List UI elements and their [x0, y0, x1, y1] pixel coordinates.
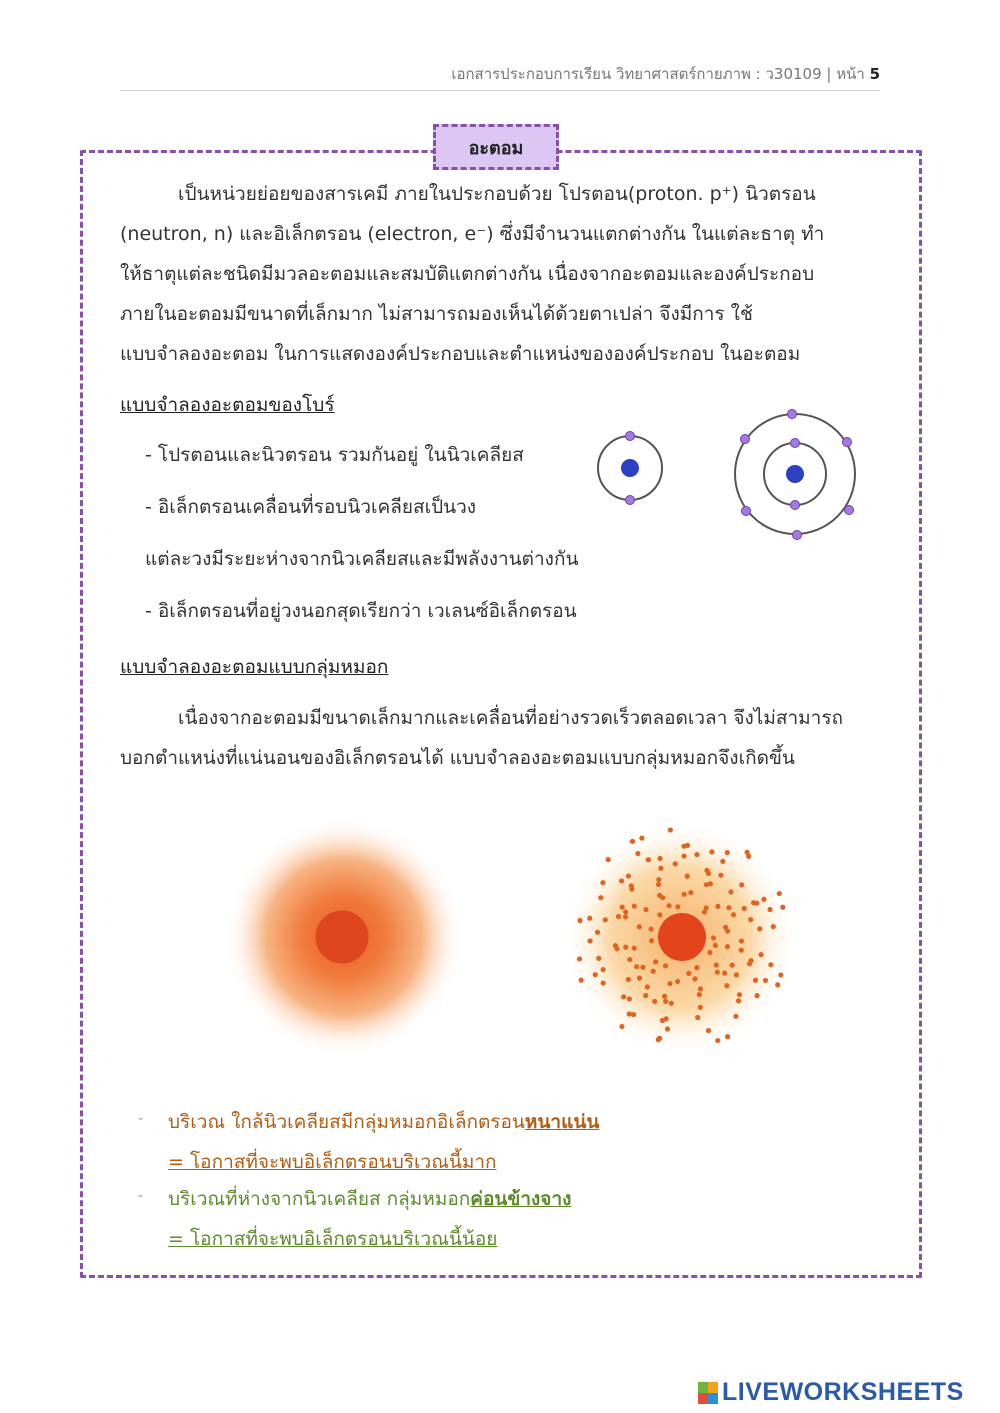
electron-dot	[739, 882, 744, 887]
note-dash: -	[138, 1111, 144, 1127]
intro-line: ภายในอะตอมมีขนาดที่เล็กมาก ไม่สามารถมองเห็นได้ด้วยตาเปล่า จึงมีการ ใช้	[120, 303, 753, 325]
electron-cloud-gradient	[222, 815, 467, 1060]
electron-dot	[725, 944, 730, 949]
electron-dot	[725, 1034, 730, 1039]
electron-dot	[682, 892, 687, 897]
electron-dot	[731, 912, 736, 917]
note-sparse-result: = โอกาสที่จะพบอิเล็กตรอนบริเวณนี้น้อย	[168, 1228, 498, 1250]
note-sparse	[138, 1184, 572, 1214]
electron-dot	[660, 1018, 665, 1023]
electron-dot	[637, 976, 642, 981]
electron-dot	[697, 992, 702, 997]
electron-dot	[737, 992, 742, 997]
electron-dot	[754, 901, 759, 906]
electron-dot	[587, 938, 592, 943]
electron-dot	[706, 1028, 711, 1033]
electron-dot	[651, 969, 656, 974]
electron-dot	[688, 890, 693, 895]
electron-dot	[663, 963, 668, 968]
electron-dot	[665, 1026, 670, 1031]
electron-dot	[577, 918, 582, 923]
electron-dot	[627, 996, 632, 1001]
electron-dot	[694, 965, 699, 970]
electron-dot	[657, 1036, 662, 1041]
electron-dot	[754, 993, 759, 998]
electron-dot	[698, 1005, 703, 1010]
electron-dot	[747, 961, 752, 966]
electron-dot	[780, 905, 785, 910]
electron-dot	[620, 905, 625, 910]
electron-dot	[734, 972, 739, 977]
electron-dot	[739, 948, 744, 953]
electron-dot	[667, 981, 672, 986]
electron-dot	[666, 903, 671, 908]
electron-dot	[722, 971, 727, 976]
electron-dot	[686, 971, 691, 976]
electron-dot	[730, 963, 735, 968]
electron-dot	[660, 895, 665, 900]
electron-dot	[675, 979, 680, 984]
electron-dot	[725, 850, 730, 855]
intro-line: เป็นหน่วยย่อยของสารเคมี ภายในประกอบด้วย โปรตอน(proton. p⁺) นิวตรอน	[178, 183, 816, 205]
electron-dot	[596, 956, 601, 961]
note-dense-emphasis: หนาแน่น	[524, 1111, 600, 1133]
electron-dot	[646, 857, 651, 862]
electron-dot	[623, 909, 628, 914]
electron-dot	[692, 976, 697, 981]
logo-text: LIVEWORKSHEETS	[722, 1378, 964, 1406]
electron-dot	[767, 907, 772, 912]
electron-dot	[668, 827, 673, 832]
electron-dot	[748, 917, 753, 922]
electron-dot	[623, 945, 628, 950]
electron-dot	[711, 935, 716, 940]
electron-dot	[639, 836, 644, 841]
electron-dot	[657, 912, 662, 917]
bohr-point: แต่ละวงมีระยะห่างจากนิวเคลียสและมีพลังงานต่างกัน	[145, 548, 579, 570]
bohr-point: - โปรตอนและนิวตรอน รวมกันอยู่ ในนิวเคลียส	[145, 444, 524, 466]
electron-dot	[685, 874, 690, 879]
electron-dot	[635, 851, 640, 856]
electron-dot	[579, 978, 584, 983]
cloud-line: เนื่องจากอะตอมมีขนาดเล็กมากและเคลื่อนที่อย่างรวดเร็วตลอดเวลา จึงไม่สามารถ	[178, 707, 844, 729]
electron-dot	[632, 903, 637, 908]
electron-dot	[757, 926, 762, 931]
electron-dot	[593, 972, 598, 977]
intro-line: ให้ธาตุแต่ละชนิดมีมวลอะตอมและสมบัติแตกต่างกัน เนื่องจากอะตอมและองค์ประกอบ	[120, 263, 815, 285]
bohr-atom-small	[590, 425, 680, 515]
intro-line: แบบจำลองอะตอม ในการแสดงองค์ประกอบและตำแหน่งขององค์ประกอบ ในอะตอม	[120, 343, 801, 365]
note-dash: -	[138, 1188, 144, 1204]
electron-dot	[632, 946, 637, 951]
electron-dot	[698, 986, 703, 991]
electron-dot	[623, 914, 628, 919]
electron-dot	[739, 938, 744, 943]
logo-icon	[698, 1382, 718, 1404]
electron-dot	[656, 877, 661, 882]
electron-dot	[619, 878, 624, 883]
electron-dot	[652, 999, 657, 1004]
electron-dot	[577, 956, 582, 961]
electron-dot	[657, 856, 662, 861]
bohr-point: - อิเล็กตรอนที่อยู่วงนอกสุดเรียกว่า เวเลนซ์อิเล็กตรอน	[145, 600, 577, 622]
electron-dot	[775, 982, 780, 987]
electron-dot	[707, 950, 712, 955]
electron-dot	[627, 957, 632, 962]
electron-dot	[603, 917, 608, 922]
electron-dot	[662, 994, 667, 999]
electron-dot	[626, 977, 631, 982]
note-sparse-text: บริเวณที่ห่างจากนิวเคลียส กลุ่มหมอก	[168, 1188, 471, 1210]
electron-dot	[675, 904, 680, 909]
electron-dot	[726, 905, 731, 910]
electron-dot	[598, 895, 603, 900]
electron-dot	[634, 964, 639, 969]
electron-dot	[606, 857, 611, 862]
electron-dot	[663, 999, 668, 1004]
bohr-heading: แบบจำลองอะตอมของโบร์	[120, 394, 335, 416]
electron-dot	[736, 998, 741, 1003]
electron-dot	[595, 930, 600, 935]
electron-dot	[656, 882, 661, 887]
electron-dot	[758, 952, 763, 957]
intro-line: (neutron, n) และอิเล็กตรอน (electron, e⁻) ซึ่งมีจำนวนแตกต่างกัน ในแต่ละธาตุ ทำ	[120, 223, 825, 245]
electron-dot	[728, 889, 733, 894]
cloud-paragraph	[120, 698, 890, 778]
note-sparse-emphasis: ค่อนข้างจาง	[470, 1188, 572, 1210]
bohr-atom-large	[725, 402, 865, 542]
cloud-heading: แบบจำลองอะตอมแบบกลุ่มหมอก	[120, 656, 389, 678]
electron-dot	[653, 959, 658, 964]
electron-dot	[614, 946, 619, 951]
bohr-point: - อิเล็กตรอนเคลื่อนที่รอบนิวเคลียสเป็นวง	[145, 496, 477, 518]
electron-dot	[673, 861, 678, 866]
electron-dot	[645, 984, 650, 989]
electron-dot	[630, 839, 635, 844]
electron-dot	[601, 967, 606, 972]
electron-dot	[771, 924, 776, 929]
electron-dot	[742, 906, 747, 911]
electron-dot	[715, 904, 720, 909]
electron-dot	[685, 843, 690, 848]
electron-dot	[768, 962, 773, 967]
note-dense	[138, 1107, 600, 1137]
electron-dot	[629, 883, 634, 888]
electron-dot	[637, 924, 642, 929]
section-title: อะตอม	[433, 124, 559, 170]
electron-dot	[619, 1024, 624, 1029]
page-header	[120, 62, 880, 91]
electron-dot	[649, 938, 654, 943]
electron-dot	[718, 873, 723, 878]
electron-dot	[714, 962, 719, 967]
electron-dot	[643, 907, 648, 912]
electron-dot	[600, 880, 605, 885]
electron-dot	[658, 866, 663, 871]
page-number: 5	[869, 65, 880, 83]
electron-dot	[708, 881, 713, 886]
electron-dot	[778, 972, 783, 977]
electron-dot	[715, 970, 720, 975]
electron-dot	[777, 891, 782, 896]
electron-dot	[587, 916, 592, 921]
electron-dot	[746, 854, 751, 859]
electron-cloud-dots	[560, 820, 800, 1060]
electron-dot	[601, 980, 606, 985]
electron-dot	[724, 983, 729, 988]
electron-dot	[715, 1038, 720, 1043]
intro-paragraph	[120, 174, 890, 374]
electron-dot	[626, 873, 631, 878]
electron-dot	[763, 978, 768, 983]
header-text: เอกสารประกอบการเรียน วิทยาศาสตร์กายภาพ : ว30109 | หน้า	[451, 65, 870, 83]
electron-dot	[702, 909, 707, 914]
electron-dot	[761, 897, 766, 902]
electron-dot	[725, 928, 730, 933]
electron-dot	[694, 852, 699, 857]
electron-dot	[753, 978, 758, 983]
electron-dot	[640, 965, 645, 970]
note-dense-result: = โอกาสที่จะพบอิเล็กตรอนบริเวณนี้มาก	[168, 1151, 497, 1173]
electron-dot	[733, 1014, 738, 1019]
note-sparse-line2	[168, 1224, 497, 1254]
electron-dot	[643, 993, 648, 998]
electron-dot	[709, 849, 714, 854]
electron-dot	[695, 1015, 700, 1020]
electron-dot	[627, 1011, 632, 1016]
note-dense-text: บริเวณ ใกล้นิวเคลียสมีกลุ่มหมอกอิเล็กตรอน	[168, 1111, 525, 1133]
cloud-line: บอกตำแหน่งที่แน่นอนของอิเล็กตรอนได้ แบบจำลองอะตอมแบบกลุ่มหมอกจึงเกิดขึ้น	[120, 747, 795, 769]
electron-dot	[621, 994, 626, 999]
electron-dot	[616, 914, 621, 919]
electron-dot	[720, 859, 725, 864]
electron-dot	[713, 943, 718, 948]
note-dense-line2	[168, 1147, 497, 1177]
liveworksheets-logo	[698, 1378, 964, 1407]
electron-dot	[669, 1001, 674, 1006]
electron-dot	[681, 853, 686, 858]
electron-dot	[649, 927, 654, 932]
electron-dot	[706, 871, 711, 876]
